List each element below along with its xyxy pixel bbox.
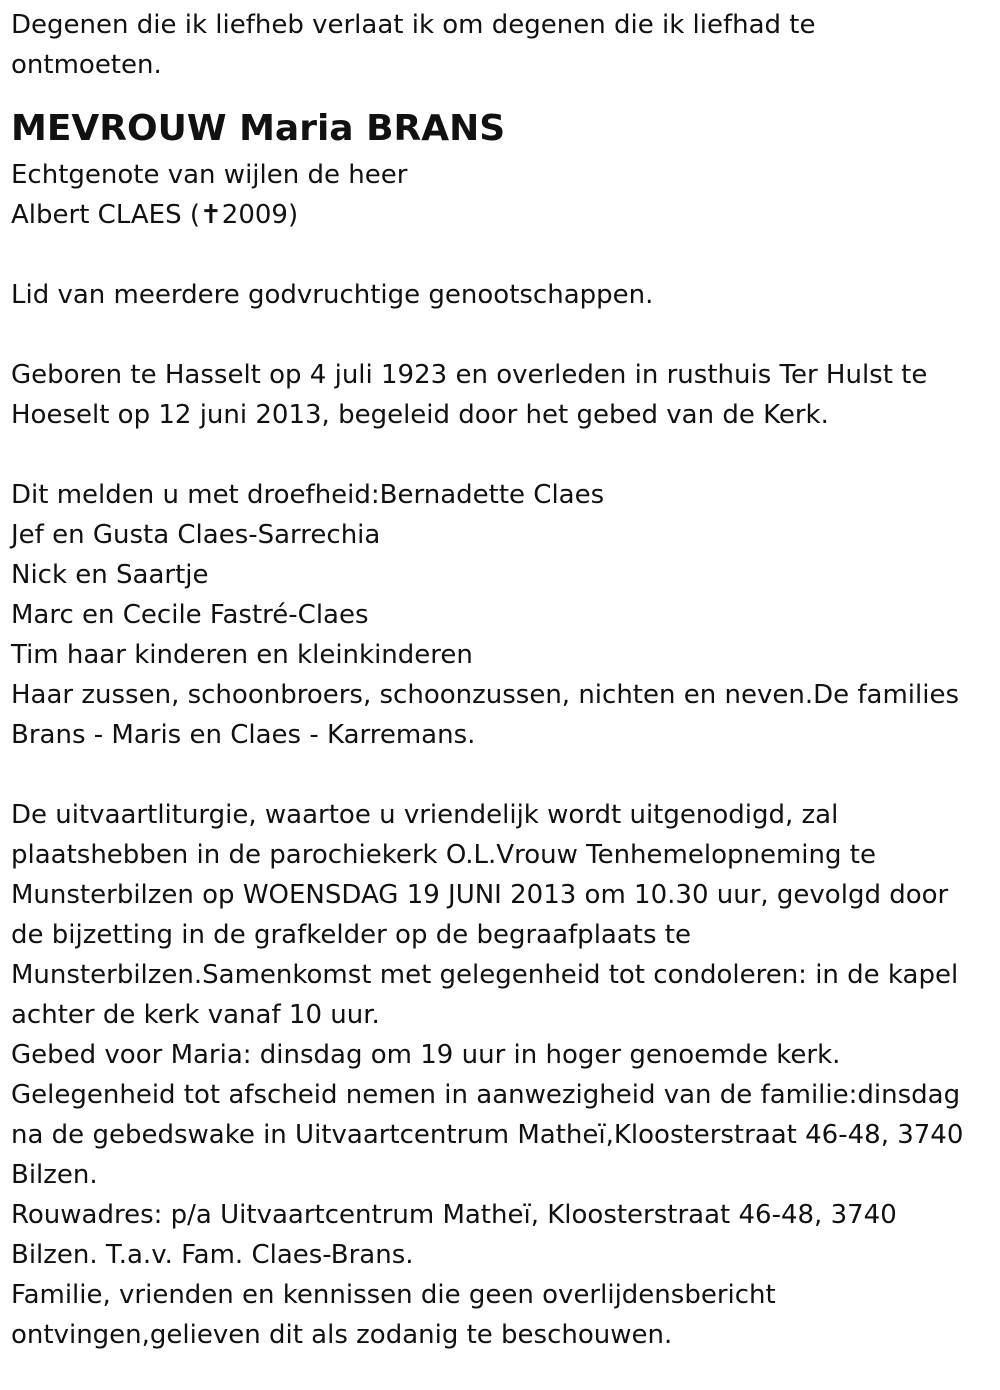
- mourner-line: Haar zussen, schoonbroers, schoonzussen, nichten en neven.De families: [11, 680, 959, 710]
- motto: [11, 0, 996, 85]
- arrangement-line: Gelegenheid tot afscheid nemen in aanwezigheid van de familie:dinsdag: [11, 1080, 961, 1110]
- spacer: [11, 315, 996, 355]
- spouse-info: [11, 155, 996, 235]
- arrangement-line: Bilzen.: [11, 1160, 98, 1190]
- arrangement-line: de bijzetting in de grafkelder op de begraafplaats te: [11, 920, 691, 950]
- spouse-line: Albert CLAES (✝2009): [11, 200, 299, 230]
- mourner-line: Tim haar kinderen en kleinkinderen: [11, 640, 473, 670]
- deceased-name: MEVROUW Maria BRANS: [11, 108, 506, 149]
- mourner-line: Nick en Saartje: [11, 560, 209, 590]
- spacer: [11, 435, 996, 475]
- mourners-list: [11, 475, 996, 755]
- spacer: [11, 755, 996, 795]
- motto-line: Degenen die ik liefheb verlaat ik om degenen die ik liefhad te: [11, 10, 816, 40]
- membership-text: Lid van meerdere godvruchtige genootschappen.: [11, 280, 654, 310]
- arrangement-line: achter de kerk vanaf 10 uur.: [11, 1000, 380, 1030]
- mourner-line: Marc en Cecile Fastré-Claes: [11, 600, 369, 630]
- arrangement-line: Familie, vrienden en kennissen die geen overlijdensbericht: [11, 1280, 776, 1310]
- spacer: [11, 235, 996, 275]
- arrangement-line: Rouwadres: p/a Uitvaartcentrum Matheï, Kloosterstraat 46-48, 3740: [11, 1200, 897, 1230]
- arrangement-line: Bilzen. T.a.v. Fam. Claes-Brans.: [11, 1240, 414, 1270]
- arrangement-line: na de gebedswake in Uitvaartcentrum Matheï,Kloosterstraat 46-48, 3740: [11, 1120, 964, 1150]
- arrangement-line: Munsterbilzen op WOENSDAG 19 JUNI 2013 om 10.30 uur, gevolgd door: [11, 880, 949, 910]
- birth-death-paragraph: [11, 355, 996, 435]
- arrangement-line: Munsterbilzen.Samenkomst met gelegenheid tot condoleren: in de kapel: [11, 960, 959, 990]
- arrangements-paragraph: [11, 795, 996, 1355]
- arrangement-line: plaatshebben in de parochiekerk O.L.Vrouw Tenhemelopneming te: [11, 840, 876, 870]
- birth-death-line: Hoeselt op 12 juni 2013, begeleid door het gebed van de Kerk.: [11, 400, 829, 430]
- arrangement-line: Gebed voor Maria: dinsdag om 19 uur in hoger genoemde kerk.: [11, 1040, 841, 1070]
- mourner-line: Jef en Gusta Claes-Sarrechia: [11, 520, 381, 550]
- mourner-line: Dit melden u met droefheid:Bernadette Claes: [11, 480, 605, 510]
- mourner-line: Brans - Maris en Claes - Karremans.: [11, 720, 476, 750]
- arrangement-line: ontvingen,gelieven dit als zodanig te beschouwen.: [11, 1320, 673, 1350]
- birth-death-line: Geboren te Hasselt op 4 juli 1923 en overleden in rusthuis Ter Hulst te: [11, 360, 928, 390]
- motto-line: ontmoeten.: [11, 50, 162, 80]
- spouse-line: Echtgenote van wijlen de heer: [11, 160, 408, 190]
- arrangement-line: De uitvaartliturgie, waartoe u vriendelijk wordt uitgenodigd, zal: [11, 800, 839, 830]
- obituary-document: [11, 0, 996, 1355]
